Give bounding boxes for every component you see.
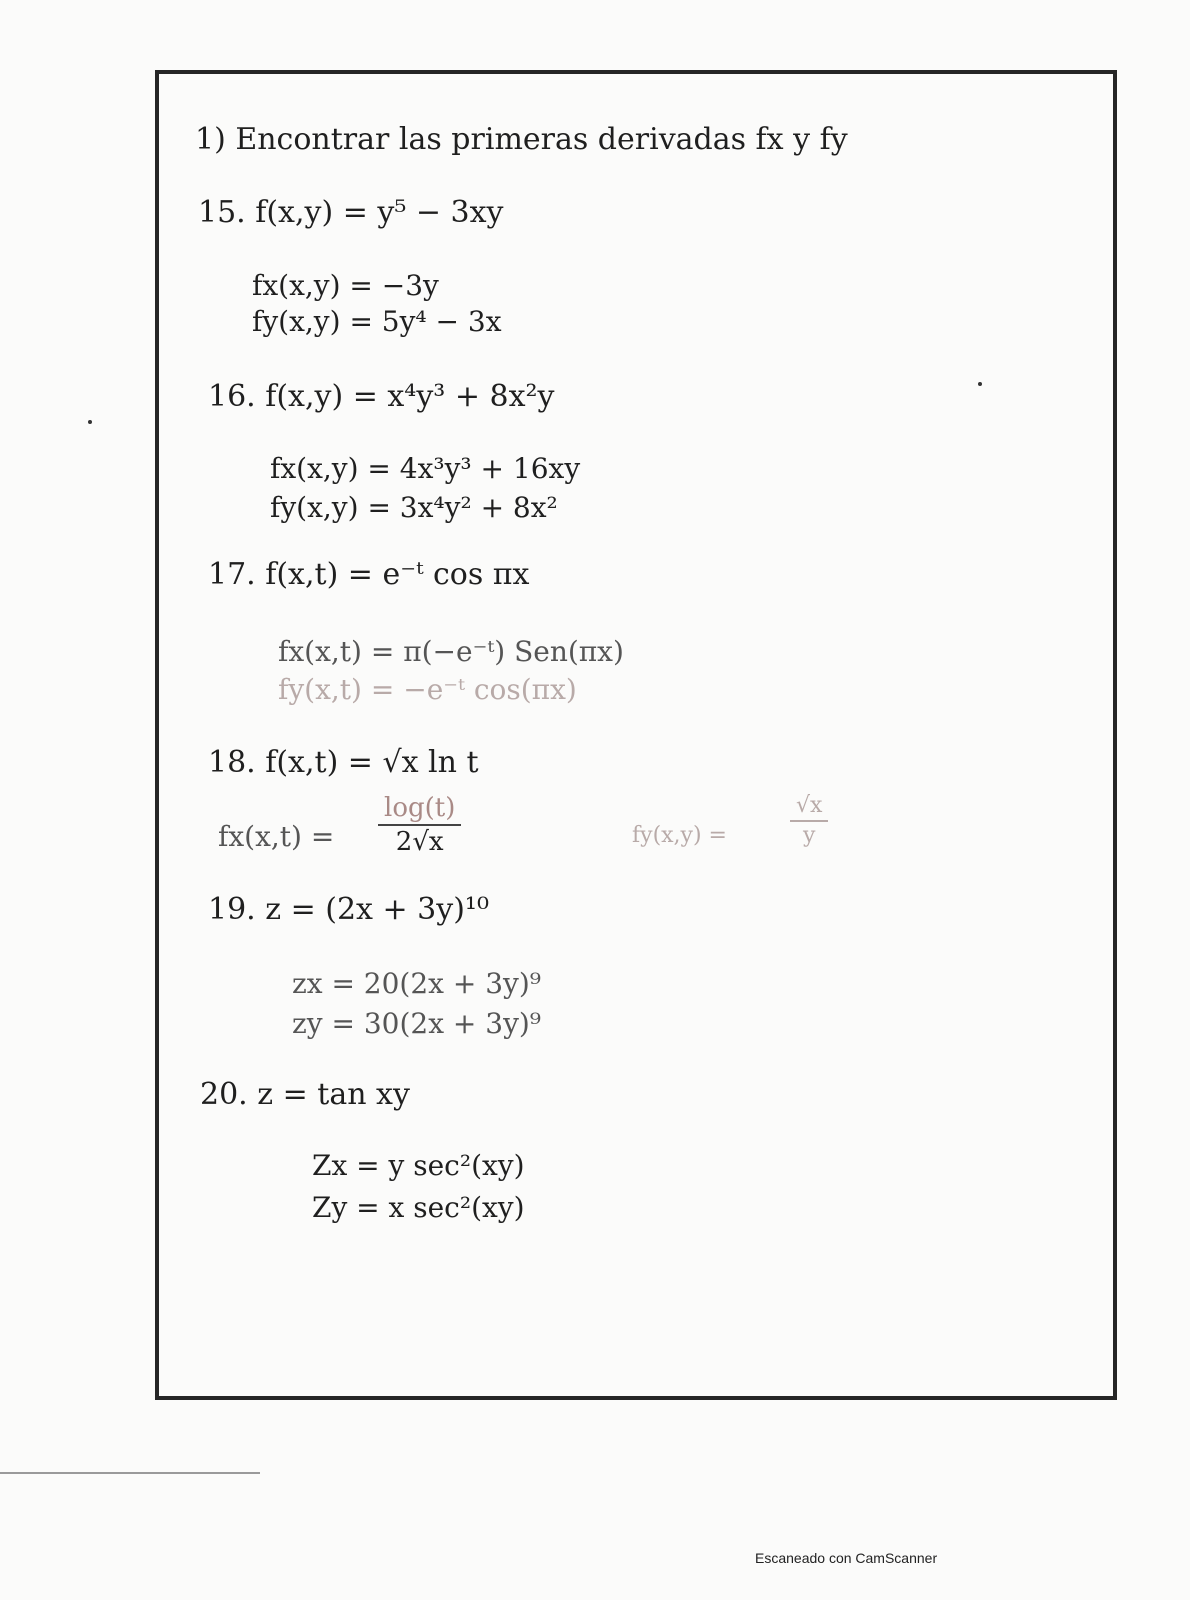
scan-speck xyxy=(88,420,92,424)
problem-15-answer-fx: fx(x,y) = −3y xyxy=(252,269,439,302)
problem-16-answer-fx: fx(x,y) = 4x³y³ + 16xy xyxy=(270,452,581,485)
problem-19-label: 19. z = (2x + 3y)¹⁰ xyxy=(208,892,489,927)
problem-16-answer-fy: fy(x,y) = 3x⁴y² + 8x² xyxy=(270,491,558,524)
fy-denominator: y xyxy=(803,823,816,848)
problem-18-answer-fy-fraction xyxy=(790,795,828,847)
scan-edge-line xyxy=(0,1472,260,1474)
problem-20-answer-zx: Zx = y sec²(xy) xyxy=(312,1149,525,1182)
fy-numerator: √x xyxy=(796,793,823,818)
problem-18-answer-fx-lhs: fx(x,t) = xyxy=(218,820,335,853)
problem-17-answer-fy: fy(x,t) = −e⁻ᵗ cos(πx) xyxy=(278,673,577,706)
problem-17-label: 17. f(x,t) = e⁻ᵗ cos πx xyxy=(208,557,530,592)
problem-17-answer-fx: fx(x,t) = π(−e⁻ᵗ) Sen(πx) xyxy=(278,635,624,668)
problem-15-answer-fy: fy(x,y) = 5y⁴ − 3x xyxy=(252,305,502,338)
heading: 1) Encontrar las primeras derivadas fx y fy xyxy=(195,122,848,157)
scanner-watermark: Escaneado con CamScanner xyxy=(755,1550,938,1566)
problem-18-answer-fx-fraction xyxy=(378,795,461,855)
problem-19-answer-zx: zx = 20(2x + 3y)⁹ xyxy=(292,967,542,1000)
scan-speck xyxy=(978,382,982,386)
problem-18-label: 18. f(x,t) = √x ln t xyxy=(208,745,479,780)
problem-19-answer-zy: zy = 30(2x + 3y)⁹ xyxy=(292,1007,542,1040)
problem-16-label: 16. f(x,y) = x⁴y³ + 8x²y xyxy=(208,379,555,414)
fx-denominator: 2√x xyxy=(395,827,444,857)
problem-20-answer-zy: Zy = x sec²(xy) xyxy=(312,1191,525,1224)
fx-numerator: log(t) xyxy=(384,793,456,823)
problem-15-label: 15. f(x,y) = y⁵ − 3xy xyxy=(198,195,504,230)
problem-20-label: 20. z = tan xy xyxy=(200,1077,410,1112)
problem-18-answer-fy-lhs: fy(x,y) = xyxy=(632,823,727,848)
